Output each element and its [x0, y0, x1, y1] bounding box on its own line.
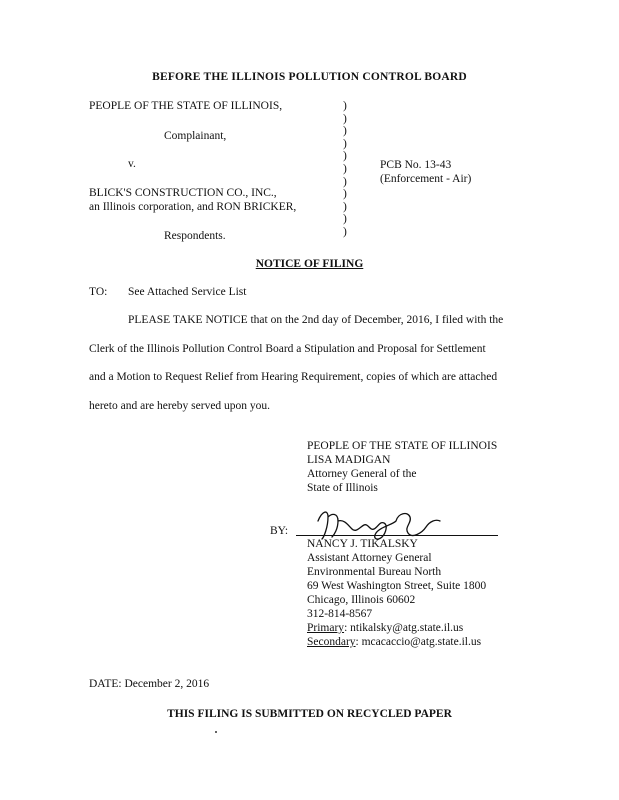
secondary-email[interactable]: : mcacaccio@atg.state.il.us — [355, 636, 482, 648]
signer-title: Assistant Attorney General — [307, 552, 432, 564]
scan-speck — [215, 731, 217, 733]
date-line: DATE: December 2, 2016 — [89, 678, 210, 690]
case-type: (Enforcement - Air) — [380, 173, 472, 185]
respondents-label: Respondents. — [164, 230, 226, 242]
plaintiff-name: PEOPLE OF THE STATE OF ILLINOIS, — [89, 100, 283, 112]
secondary-email-line — [307, 635, 481, 649]
service-list-reference: See Attached Service List — [128, 286, 247, 298]
primary-email-line — [307, 621, 463, 635]
attorney-general-title-1: Attorney General of the — [307, 468, 417, 480]
body-line-4: hereto and are hereby served upon you. — [89, 400, 271, 412]
phone-number: 312-814-8567 — [307, 608, 373, 620]
secondary-label: Secondary — [307, 636, 356, 648]
caption-parentheses: ) ) ) ) ) ) ) ) ) ) ) — [343, 100, 347, 238]
body-line-1: PLEASE TAKE NOTICE that on the 2nd day of December, 2016, I filed with the — [128, 314, 504, 326]
defendant-line-2: an Illinois corporation, and RON BRICKER, — [89, 201, 297, 213]
bureau-name: Environmental Bureau North — [307, 566, 442, 578]
signer-name: NANCY J. TIKALSKY — [307, 538, 418, 550]
attorney-general-name: LISA MADIGAN — [307, 454, 391, 466]
defendant-line-1: BLICK'S CONSTRUCTION CO., INC., — [89, 187, 277, 199]
recycled-paper-notice: THIS FILING IS SUBMITTED ON RECYCLED PAPER — [167, 708, 452, 720]
attorney-general-title-2: State of Illinois — [307, 482, 378, 494]
primary-email[interactable]: : ntikalsky@atg.state.il.us — [344, 622, 464, 634]
versus-label: v. — [128, 158, 136, 170]
body-line-2: Clerk of the Illinois Pollution Control Board a Stipulation and Proposal for Settlement — [89, 343, 486, 355]
board-title: BEFORE THE ILLINOIS POLLUTION CONTROL BOARD — [152, 71, 467, 83]
complainant-label: Complainant, — [164, 130, 227, 142]
notice-heading: NOTICE OF FILING — [255, 258, 364, 270]
party-name: PEOPLE OF THE STATE OF ILLINOIS — [307, 440, 498, 452]
address-line-2: Chicago, Illinois 60602 — [307, 594, 416, 606]
to-label: TO: — [89, 286, 108, 298]
by-label: BY: — [270, 525, 289, 537]
primary-label: Primary — [307, 622, 345, 634]
body-line-3: and a Motion to Request Relief from Hearing Requirement, copies of which are attached — [89, 371, 498, 383]
case-number: PCB No. 13-43 — [380, 159, 452, 171]
address-line-1: 69 West Washington Street, Suite 1800 — [307, 580, 487, 592]
